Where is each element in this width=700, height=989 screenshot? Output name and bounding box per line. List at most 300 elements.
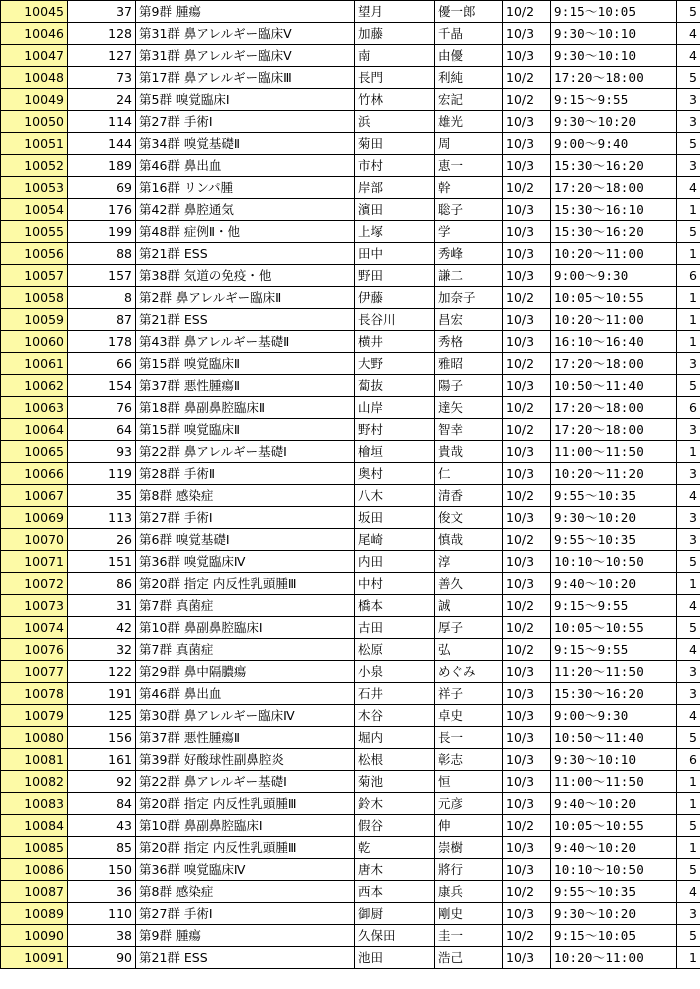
family-name-cell[interactable]: 松根 bbox=[355, 749, 435, 771]
family-name-cell[interactable]: 西本 bbox=[355, 881, 435, 903]
room-cell[interactable]: 5 bbox=[677, 221, 700, 243]
number-cell[interactable]: 42 bbox=[68, 617, 136, 639]
room-cell[interactable]: 6 bbox=[677, 265, 700, 287]
date-cell[interactable]: 10/2 bbox=[503, 881, 551, 903]
number-cell[interactable]: 161 bbox=[68, 749, 136, 771]
id-cell[interactable]: 10052 bbox=[1, 155, 68, 177]
room-cell[interactable]: 1 bbox=[677, 243, 700, 265]
number-cell[interactable]: 24 bbox=[68, 89, 136, 111]
given-name-cell[interactable]: 元彦 bbox=[435, 793, 503, 815]
given-name-cell[interactable]: 幹 bbox=[435, 177, 503, 199]
given-name-cell[interactable]: 誠 bbox=[435, 595, 503, 617]
room-cell[interactable]: 4 bbox=[677, 485, 700, 507]
date-cell[interactable]: 10/3 bbox=[503, 683, 551, 705]
session-group-cell[interactable]: 第22群 鼻アレルギー基礎Ⅰ bbox=[136, 771, 355, 793]
session-group-cell[interactable]: 第31群 鼻アレルギー臨床Ⅴ bbox=[136, 23, 355, 45]
room-cell[interactable]: 5 bbox=[677, 551, 700, 573]
time-cell[interactable]: 11:00～11:50 bbox=[551, 771, 677, 793]
id-cell[interactable]: 10058 bbox=[1, 287, 68, 309]
session-group-cell[interactable]: 第10群 鼻副鼻腔臨床Ⅰ bbox=[136, 815, 355, 837]
room-cell[interactable]: 4 bbox=[677, 177, 700, 199]
id-cell[interactable]: 10087 bbox=[1, 881, 68, 903]
date-cell[interactable]: 10/3 bbox=[503, 375, 551, 397]
date-cell[interactable]: 10/3 bbox=[503, 793, 551, 815]
number-cell[interactable]: 92 bbox=[68, 771, 136, 793]
number-cell[interactable]: 113 bbox=[68, 507, 136, 529]
room-cell[interactable]: 5 bbox=[677, 1, 700, 23]
session-group-cell[interactable]: 第18群 鼻副鼻腔臨床Ⅱ bbox=[136, 397, 355, 419]
session-group-cell[interactable]: 第9群 腫瘍 bbox=[136, 925, 355, 947]
number-cell[interactable]: 76 bbox=[68, 397, 136, 419]
given-name-cell[interactable]: 將行 bbox=[435, 859, 503, 881]
id-cell[interactable]: 10085 bbox=[1, 837, 68, 859]
time-cell[interactable]: 10:20～11:00 bbox=[551, 947, 677, 969]
time-cell[interactable]: 9:30～10:10 bbox=[551, 749, 677, 771]
family-name-cell[interactable]: 横井 bbox=[355, 331, 435, 353]
id-cell[interactable]: 10086 bbox=[1, 859, 68, 881]
given-name-cell[interactable]: 崇樹 bbox=[435, 837, 503, 859]
number-cell[interactable]: 156 bbox=[68, 727, 136, 749]
room-cell[interactable]: 4 bbox=[677, 705, 700, 727]
id-cell[interactable]: 10077 bbox=[1, 661, 68, 683]
family-name-cell[interactable]: 山岸 bbox=[355, 397, 435, 419]
id-cell[interactable]: 10054 bbox=[1, 199, 68, 221]
given-name-cell[interactable]: 彰志 bbox=[435, 749, 503, 771]
family-name-cell[interactable]: 野田 bbox=[355, 265, 435, 287]
number-cell[interactable]: 110 bbox=[68, 903, 136, 925]
room-cell[interactable]: 5 bbox=[677, 727, 700, 749]
number-cell[interactable]: 154 bbox=[68, 375, 136, 397]
given-name-cell[interactable]: 秀峰 bbox=[435, 243, 503, 265]
number-cell[interactable]: 35 bbox=[68, 485, 136, 507]
id-cell[interactable]: 10081 bbox=[1, 749, 68, 771]
room-cell[interactable]: 3 bbox=[677, 507, 700, 529]
date-cell[interactable]: 10/3 bbox=[503, 947, 551, 969]
time-cell[interactable]: 15:30～16:20 bbox=[551, 683, 677, 705]
time-cell[interactable]: 9:00～9:30 bbox=[551, 705, 677, 727]
date-cell[interactable]: 10/2 bbox=[503, 595, 551, 617]
room-cell[interactable]: 5 bbox=[677, 375, 700, 397]
number-cell[interactable]: 127 bbox=[68, 45, 136, 67]
number-cell[interactable]: 73 bbox=[68, 67, 136, 89]
family-name-cell[interactable]: 坂田 bbox=[355, 507, 435, 529]
time-cell[interactable]: 15:30～16:20 bbox=[551, 155, 677, 177]
date-cell[interactable]: 10/3 bbox=[503, 441, 551, 463]
time-cell[interactable]: 9:30～10:20 bbox=[551, 507, 677, 529]
given-name-cell[interactable]: 昌宏 bbox=[435, 309, 503, 331]
family-name-cell[interactable]: 久保田 bbox=[355, 925, 435, 947]
id-cell[interactable]: 10050 bbox=[1, 111, 68, 133]
number-cell[interactable]: 122 bbox=[68, 661, 136, 683]
number-cell[interactable]: 150 bbox=[68, 859, 136, 881]
number-cell[interactable]: 26 bbox=[68, 529, 136, 551]
given-name-cell[interactable]: 圭一 bbox=[435, 925, 503, 947]
given-name-cell[interactable]: 剛史 bbox=[435, 903, 503, 925]
time-cell[interactable]: 10:05～10:55 bbox=[551, 287, 677, 309]
session-group-cell[interactable]: 第15群 嗅覚臨床Ⅱ bbox=[136, 353, 355, 375]
room-cell[interactable]: 5 bbox=[677, 133, 700, 155]
given-name-cell[interactable]: 聡子 bbox=[435, 199, 503, 221]
id-cell[interactable]: 10057 bbox=[1, 265, 68, 287]
given-name-cell[interactable]: 淳 bbox=[435, 551, 503, 573]
family-name-cell[interactable]: 菊田 bbox=[355, 133, 435, 155]
room-cell[interactable]: 3 bbox=[677, 661, 700, 683]
number-cell[interactable]: 151 bbox=[68, 551, 136, 573]
id-cell[interactable]: 10070 bbox=[1, 529, 68, 551]
id-cell[interactable]: 10082 bbox=[1, 771, 68, 793]
id-cell[interactable]: 10091 bbox=[1, 947, 68, 969]
date-cell[interactable]: 10/3 bbox=[503, 903, 551, 925]
date-cell[interactable]: 10/3 bbox=[503, 155, 551, 177]
number-cell[interactable]: 178 bbox=[68, 331, 136, 353]
given-name-cell[interactable]: めぐみ bbox=[435, 661, 503, 683]
number-cell[interactable]: 88 bbox=[68, 243, 136, 265]
given-name-cell[interactable]: 秀格 bbox=[435, 331, 503, 353]
date-cell[interactable]: 10/3 bbox=[503, 661, 551, 683]
given-name-cell[interactable]: 卓史 bbox=[435, 705, 503, 727]
time-cell[interactable]: 17:20～18:00 bbox=[551, 177, 677, 199]
time-cell[interactable]: 9:30～10:20 bbox=[551, 903, 677, 925]
given-name-cell[interactable]: 祥子 bbox=[435, 683, 503, 705]
date-cell[interactable]: 10/3 bbox=[503, 265, 551, 287]
room-cell[interactable]: 1 bbox=[677, 573, 700, 595]
session-group-cell[interactable]: 第17群 鼻アレルギー臨床Ⅲ bbox=[136, 67, 355, 89]
family-name-cell[interactable]: 八木 bbox=[355, 485, 435, 507]
given-name-cell[interactable]: 仁 bbox=[435, 463, 503, 485]
number-cell[interactable]: 90 bbox=[68, 947, 136, 969]
time-cell[interactable]: 17:20～18:00 bbox=[551, 353, 677, 375]
time-cell[interactable]: 15:30～16:20 bbox=[551, 221, 677, 243]
family-name-cell[interactable]: 乾 bbox=[355, 837, 435, 859]
date-cell[interactable]: 10/3 bbox=[503, 111, 551, 133]
session-group-cell[interactable]: 第28群 手術Ⅱ bbox=[136, 463, 355, 485]
family-name-cell[interactable]: 大野 bbox=[355, 353, 435, 375]
id-cell[interactable]: 10061 bbox=[1, 353, 68, 375]
family-name-cell[interactable]: 南 bbox=[355, 45, 435, 67]
family-name-cell[interactable]: 御厨 bbox=[355, 903, 435, 925]
family-name-cell[interactable]: 木谷 bbox=[355, 705, 435, 727]
time-cell[interactable]: 9:55～10:35 bbox=[551, 881, 677, 903]
family-name-cell[interactable]: 古田 bbox=[355, 617, 435, 639]
number-cell[interactable]: 64 bbox=[68, 419, 136, 441]
room-cell[interactable]: 5 bbox=[677, 67, 700, 89]
given-name-cell[interactable]: 優一郎 bbox=[435, 1, 503, 23]
room-cell[interactable]: 3 bbox=[677, 89, 700, 111]
number-cell[interactable]: 8 bbox=[68, 287, 136, 309]
number-cell[interactable]: 157 bbox=[68, 265, 136, 287]
id-cell[interactable]: 10045 bbox=[1, 1, 68, 23]
id-cell[interactable]: 10065 bbox=[1, 441, 68, 463]
room-cell[interactable]: 1 bbox=[677, 947, 700, 969]
session-group-cell[interactable]: 第30群 鼻アレルギー臨床Ⅳ bbox=[136, 705, 355, 727]
session-group-cell[interactable]: 第43群 鼻アレルギー基礎Ⅱ bbox=[136, 331, 355, 353]
given-name-cell[interactable]: 謙二 bbox=[435, 265, 503, 287]
id-cell[interactable]: 10067 bbox=[1, 485, 68, 507]
session-group-cell[interactable]: 第20群 指定 内反性乳頭腫Ⅲ bbox=[136, 573, 355, 595]
number-cell[interactable]: 191 bbox=[68, 683, 136, 705]
room-cell[interactable]: 1 bbox=[677, 199, 700, 221]
date-cell[interactable]: 10/3 bbox=[503, 221, 551, 243]
date-cell[interactable]: 10/3 bbox=[503, 771, 551, 793]
session-group-cell[interactable]: 第34群 嗅覚基礎Ⅱ bbox=[136, 133, 355, 155]
session-group-cell[interactable]: 第48群 症例Ⅱ・他 bbox=[136, 221, 355, 243]
time-cell[interactable]: 10:05～10:55 bbox=[551, 617, 677, 639]
number-cell[interactable]: 93 bbox=[68, 441, 136, 463]
family-name-cell[interactable]: 橋本 bbox=[355, 595, 435, 617]
number-cell[interactable]: 36 bbox=[68, 881, 136, 903]
family-name-cell[interactable]: 市村 bbox=[355, 155, 435, 177]
session-group-cell[interactable]: 第29群 鼻中隔膿瘍 bbox=[136, 661, 355, 683]
given-name-cell[interactable]: 由優 bbox=[435, 45, 503, 67]
room-cell[interactable]: 5 bbox=[677, 617, 700, 639]
family-name-cell[interactable]: 野村 bbox=[355, 419, 435, 441]
family-name-cell[interactable]: 長門 bbox=[355, 67, 435, 89]
session-group-cell[interactable]: 第36群 嗅覚臨床Ⅳ bbox=[136, 551, 355, 573]
time-cell[interactable]: 10:20～11:20 bbox=[551, 463, 677, 485]
family-name-cell[interactable]: 伊藤 bbox=[355, 287, 435, 309]
date-cell[interactable]: 10/3 bbox=[503, 573, 551, 595]
date-cell[interactable]: 10/2 bbox=[503, 639, 551, 661]
given-name-cell[interactable]: 善久 bbox=[435, 573, 503, 595]
date-cell[interactable]: 10/2 bbox=[503, 177, 551, 199]
id-cell[interactable]: 10060 bbox=[1, 331, 68, 353]
date-cell[interactable]: 10/3 bbox=[503, 551, 551, 573]
id-cell[interactable]: 10074 bbox=[1, 617, 68, 639]
given-name-cell[interactable]: 浩己 bbox=[435, 947, 503, 969]
id-cell[interactable]: 10083 bbox=[1, 793, 68, 815]
number-cell[interactable]: 189 bbox=[68, 155, 136, 177]
date-cell[interactable]: 10/3 bbox=[503, 243, 551, 265]
given-name-cell[interactable]: 陽子 bbox=[435, 375, 503, 397]
date-cell[interactable]: 10/3 bbox=[503, 727, 551, 749]
room-cell[interactable]: 4 bbox=[677, 595, 700, 617]
id-cell[interactable]: 10059 bbox=[1, 309, 68, 331]
given-name-cell[interactable]: 智幸 bbox=[435, 419, 503, 441]
session-group-cell[interactable]: 第46群 鼻出血 bbox=[136, 155, 355, 177]
room-cell[interactable]: 1 bbox=[677, 441, 700, 463]
time-cell[interactable]: 9:15～9:55 bbox=[551, 595, 677, 617]
id-cell[interactable]: 10049 bbox=[1, 89, 68, 111]
time-cell[interactable]: 17:20～18:00 bbox=[551, 419, 677, 441]
id-cell[interactable]: 10048 bbox=[1, 67, 68, 89]
date-cell[interactable]: 10/2 bbox=[503, 287, 551, 309]
time-cell[interactable]: 9:30～10:10 bbox=[551, 45, 677, 67]
given-name-cell[interactable]: 康兵 bbox=[435, 881, 503, 903]
number-cell[interactable]: 144 bbox=[68, 133, 136, 155]
date-cell[interactable]: 10/2 bbox=[503, 67, 551, 89]
family-name-cell[interactable]: 假谷 bbox=[355, 815, 435, 837]
session-group-cell[interactable]: 第38群 気道の免疫・他 bbox=[136, 265, 355, 287]
date-cell[interactable]: 10/2 bbox=[503, 925, 551, 947]
family-name-cell[interactable]: 田中 bbox=[355, 243, 435, 265]
id-cell[interactable]: 10089 bbox=[1, 903, 68, 925]
session-group-cell[interactable]: 第27群 手術Ⅰ bbox=[136, 903, 355, 925]
number-cell[interactable]: 114 bbox=[68, 111, 136, 133]
family-name-cell[interactable]: 池田 bbox=[355, 947, 435, 969]
date-cell[interactable]: 10/2 bbox=[503, 529, 551, 551]
given-name-cell[interactable]: 宏記 bbox=[435, 89, 503, 111]
date-cell[interactable]: 10/2 bbox=[503, 353, 551, 375]
given-name-cell[interactable]: 学 bbox=[435, 221, 503, 243]
given-name-cell[interactable]: 慎哉 bbox=[435, 529, 503, 551]
session-group-cell[interactable]: 第36群 嗅覚臨床Ⅳ bbox=[136, 859, 355, 881]
room-cell[interactable]: 1 bbox=[677, 309, 700, 331]
time-cell[interactable]: 11:00～11:50 bbox=[551, 441, 677, 463]
family-name-cell[interactable]: 内田 bbox=[355, 551, 435, 573]
given-name-cell[interactable]: 弘 bbox=[435, 639, 503, 661]
time-cell[interactable]: 9:40～10:20 bbox=[551, 573, 677, 595]
time-cell[interactable]: 10:10～10:50 bbox=[551, 859, 677, 881]
family-name-cell[interactable]: 奥村 bbox=[355, 463, 435, 485]
date-cell[interactable]: 10/2 bbox=[503, 485, 551, 507]
family-name-cell[interactable]: 小泉 bbox=[355, 661, 435, 683]
family-name-cell[interactable]: 上塚 bbox=[355, 221, 435, 243]
session-group-cell[interactable]: 第6群 嗅覚基礎Ⅰ bbox=[136, 529, 355, 551]
session-group-cell[interactable]: 第27群 手術Ⅰ bbox=[136, 111, 355, 133]
number-cell[interactable]: 85 bbox=[68, 837, 136, 859]
number-cell[interactable]: 31 bbox=[68, 595, 136, 617]
date-cell[interactable]: 10/2 bbox=[503, 397, 551, 419]
id-cell[interactable]: 10073 bbox=[1, 595, 68, 617]
id-cell[interactable]: 10071 bbox=[1, 551, 68, 573]
room-cell[interactable]: 3 bbox=[677, 419, 700, 441]
id-cell[interactable]: 10079 bbox=[1, 705, 68, 727]
session-group-cell[interactable]: 第27群 手術Ⅰ bbox=[136, 507, 355, 529]
session-group-cell[interactable]: 第22群 鼻アレルギー基礎Ⅰ bbox=[136, 441, 355, 463]
session-group-cell[interactable]: 第7群 真菌症 bbox=[136, 639, 355, 661]
family-name-cell[interactable]: 松原 bbox=[355, 639, 435, 661]
date-cell[interactable]: 10/3 bbox=[503, 463, 551, 485]
id-cell[interactable]: 10046 bbox=[1, 23, 68, 45]
session-group-cell[interactable]: 第39群 好酸球性副鼻腔炎 bbox=[136, 749, 355, 771]
room-cell[interactable]: 5 bbox=[677, 815, 700, 837]
family-name-cell[interactable]: 菊池 bbox=[355, 771, 435, 793]
time-cell[interactable]: 9:00～9:30 bbox=[551, 265, 677, 287]
session-group-cell[interactable]: 第15群 嗅覚臨床Ⅱ bbox=[136, 419, 355, 441]
session-group-cell[interactable]: 第16群 リンパ腫 bbox=[136, 177, 355, 199]
session-group-cell[interactable]: 第9群 腫瘍 bbox=[136, 1, 355, 23]
date-cell[interactable]: 10/3 bbox=[503, 331, 551, 353]
date-cell[interactable]: 10/3 bbox=[503, 859, 551, 881]
session-group-cell[interactable]: 第21群 ESS bbox=[136, 947, 355, 969]
room-cell[interactable]: 3 bbox=[677, 353, 700, 375]
session-group-cell[interactable]: 第46群 鼻出血 bbox=[136, 683, 355, 705]
family-name-cell[interactable]: 竹林 bbox=[355, 89, 435, 111]
room-cell[interactable]: 6 bbox=[677, 749, 700, 771]
family-name-cell[interactable]: 鈴木 bbox=[355, 793, 435, 815]
time-cell[interactable]: 9:15～10:05 bbox=[551, 1, 677, 23]
time-cell[interactable]: 17:20～18:00 bbox=[551, 397, 677, 419]
family-name-cell[interactable]: 檜垣 bbox=[355, 441, 435, 463]
room-cell[interactable]: 1 bbox=[677, 287, 700, 309]
id-cell[interactable]: 10080 bbox=[1, 727, 68, 749]
room-cell[interactable]: 3 bbox=[677, 463, 700, 485]
date-cell[interactable]: 10/2 bbox=[503, 617, 551, 639]
room-cell[interactable]: 4 bbox=[677, 639, 700, 661]
family-name-cell[interactable]: 中村 bbox=[355, 573, 435, 595]
time-cell[interactable]: 10:10～10:50 bbox=[551, 551, 677, 573]
family-name-cell[interactable]: 望月 bbox=[355, 1, 435, 23]
session-group-cell[interactable]: 第2群 鼻アレルギー臨床Ⅱ bbox=[136, 287, 355, 309]
room-cell[interactable]: 3 bbox=[677, 111, 700, 133]
date-cell[interactable]: 10/2 bbox=[503, 89, 551, 111]
number-cell[interactable]: 86 bbox=[68, 573, 136, 595]
room-cell[interactable]: 3 bbox=[677, 683, 700, 705]
time-cell[interactable]: 9:15～9:55 bbox=[551, 89, 677, 111]
given-name-cell[interactable]: 千晶 bbox=[435, 23, 503, 45]
date-cell[interactable]: 10/3 bbox=[503, 309, 551, 331]
family-name-cell[interactable]: 濱田 bbox=[355, 199, 435, 221]
date-cell[interactable]: 10/3 bbox=[503, 507, 551, 529]
family-name-cell[interactable]: 尾崎 bbox=[355, 529, 435, 551]
given-name-cell[interactable]: 恵一 bbox=[435, 155, 503, 177]
id-cell[interactable]: 10078 bbox=[1, 683, 68, 705]
number-cell[interactable]: 43 bbox=[68, 815, 136, 837]
time-cell[interactable]: 9:00～9:40 bbox=[551, 133, 677, 155]
number-cell[interactable]: 87 bbox=[68, 309, 136, 331]
given-name-cell[interactable]: 清香 bbox=[435, 485, 503, 507]
number-cell[interactable]: 125 bbox=[68, 705, 136, 727]
time-cell[interactable]: 10:50～11:40 bbox=[551, 727, 677, 749]
time-cell[interactable]: 9:40～10:20 bbox=[551, 837, 677, 859]
id-cell[interactable]: 10069 bbox=[1, 507, 68, 529]
id-cell[interactable]: 10063 bbox=[1, 397, 68, 419]
number-cell[interactable]: 176 bbox=[68, 199, 136, 221]
id-cell[interactable]: 10047 bbox=[1, 45, 68, 67]
number-cell[interactable]: 69 bbox=[68, 177, 136, 199]
date-cell[interactable]: 10/2 bbox=[503, 815, 551, 837]
room-cell[interactable]: 1 bbox=[677, 793, 700, 815]
session-group-cell[interactable]: 第21群 ESS bbox=[136, 309, 355, 331]
session-group-cell[interactable]: 第20群 指定 内反性乳頭腫Ⅲ bbox=[136, 793, 355, 815]
room-cell[interactable]: 4 bbox=[677, 45, 700, 67]
given-name-cell[interactable]: 加奈子 bbox=[435, 287, 503, 309]
date-cell[interactable]: 10/3 bbox=[503, 199, 551, 221]
room-cell[interactable]: 6 bbox=[677, 397, 700, 419]
id-cell[interactable]: 10062 bbox=[1, 375, 68, 397]
number-cell[interactable]: 119 bbox=[68, 463, 136, 485]
id-cell[interactable]: 10090 bbox=[1, 925, 68, 947]
number-cell[interactable]: 37 bbox=[68, 1, 136, 23]
id-cell[interactable]: 10084 bbox=[1, 815, 68, 837]
date-cell[interactable]: 10/3 bbox=[503, 837, 551, 859]
time-cell[interactable]: 9:40～10:20 bbox=[551, 793, 677, 815]
family-name-cell[interactable]: 浜 bbox=[355, 111, 435, 133]
time-cell[interactable]: 9:30～10:20 bbox=[551, 111, 677, 133]
time-cell[interactable]: 10:20～11:00 bbox=[551, 243, 677, 265]
given-name-cell[interactable]: 貴哉 bbox=[435, 441, 503, 463]
given-name-cell[interactable]: 雄光 bbox=[435, 111, 503, 133]
id-cell[interactable]: 10056 bbox=[1, 243, 68, 265]
family-name-cell[interactable]: 加藤 bbox=[355, 23, 435, 45]
given-name-cell[interactable]: 厚子 bbox=[435, 617, 503, 639]
time-cell[interactable]: 10:50～11:40 bbox=[551, 375, 677, 397]
time-cell[interactable]: 11:20～11:50 bbox=[551, 661, 677, 683]
date-cell[interactable]: 10/3 bbox=[503, 23, 551, 45]
given-name-cell[interactable]: 雅昭 bbox=[435, 353, 503, 375]
session-group-cell[interactable]: 第37群 悪性腫瘍Ⅱ bbox=[136, 727, 355, 749]
id-cell[interactable]: 10076 bbox=[1, 639, 68, 661]
time-cell[interactable]: 16:10～16:40 bbox=[551, 331, 677, 353]
time-cell[interactable]: 9:15～9:55 bbox=[551, 639, 677, 661]
room-cell[interactable]: 1 bbox=[677, 837, 700, 859]
date-cell[interactable]: 10/2 bbox=[503, 419, 551, 441]
date-cell[interactable]: 10/3 bbox=[503, 133, 551, 155]
id-cell[interactable]: 10064 bbox=[1, 419, 68, 441]
family-name-cell[interactable]: 岸部 bbox=[355, 177, 435, 199]
date-cell[interactable]: 10/3 bbox=[503, 749, 551, 771]
number-cell[interactable]: 199 bbox=[68, 221, 136, 243]
